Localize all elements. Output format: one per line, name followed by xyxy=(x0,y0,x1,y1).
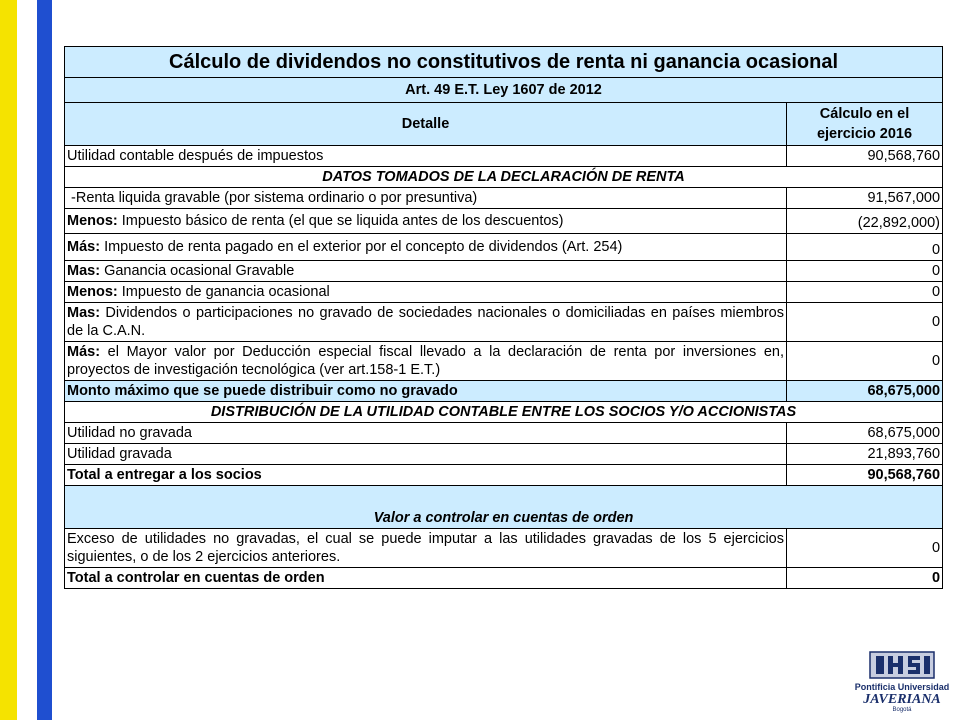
dividend-calculation-table xyxy=(64,46,943,589)
row-prefix: Más: xyxy=(67,239,101,255)
table-row xyxy=(65,423,943,444)
ihs-emblem-icon xyxy=(866,648,938,682)
row-prefix: Menos: xyxy=(67,213,118,229)
row-label: Utilidad contable después de impuestos xyxy=(65,146,787,167)
row-text: Impuesto de ganancia ocasional xyxy=(117,284,330,300)
row-label: Total a entregar a los socios xyxy=(65,465,787,486)
university-logo xyxy=(850,648,954,718)
table-row xyxy=(65,444,943,465)
header-calc: Cálculo en el ejercicio 2016 xyxy=(787,103,943,146)
row-value: 68,675,000 xyxy=(787,381,943,402)
row-text: Impuesto de renta pagado en el exterior por el concepto de dividendos (Art. 254) xyxy=(100,239,623,255)
row-prefix: Menos: xyxy=(67,284,118,300)
row-text: el Mayor valor por Deducción especial fiscal llevado a la declaración de renta por inversiones en, proyectos de investigación tecnológica (ver art.158-1 E.T.) xyxy=(67,344,784,378)
section-heading-declaracion: DATOS TOMADOS DE LA DECLARACIÓN DE RENTA xyxy=(65,167,943,188)
table-row xyxy=(65,234,943,261)
row-value: 91,567,000 xyxy=(787,188,943,209)
row-value: (22,892,000) xyxy=(787,209,943,234)
row-label xyxy=(65,282,787,303)
row-value: 0 xyxy=(787,303,943,342)
table-row xyxy=(65,529,943,568)
row-label xyxy=(65,303,787,342)
row-text: Ganancia ocasional Gravable xyxy=(100,263,295,279)
row-label xyxy=(65,234,787,261)
table-row xyxy=(65,568,943,589)
section-row xyxy=(65,167,943,188)
row-prefix: Más: xyxy=(67,344,101,360)
row-value: 0 xyxy=(787,568,943,589)
row-label xyxy=(65,209,787,234)
row-value: 0 xyxy=(787,234,943,261)
table-row xyxy=(65,188,943,209)
table-row xyxy=(65,381,943,402)
row-label xyxy=(65,261,787,282)
table-row xyxy=(65,209,943,234)
logo-line-2: JAVERIANA xyxy=(863,692,941,707)
row-label: -Renta liquida gravable (por sistema ordinario o por presuntiva) xyxy=(65,188,787,209)
left-yellow-stripe xyxy=(0,0,17,720)
table-subtitle: Art. 49 E.T. Ley 1607 de 2012 xyxy=(65,78,943,103)
header-detail: Detalle xyxy=(65,103,787,146)
table-row xyxy=(65,303,943,342)
row-label: Utilidad gravada xyxy=(65,444,787,465)
row-label: Exceso de utilidades no gravadas, el cual se puede imputar a las utilidades gravadas de los 5 ejercicios siguientes, o de los 2 ejercicios anteriores. xyxy=(65,529,787,568)
logo-line-3: Bogotá xyxy=(892,707,912,713)
table-title: Cálculo de dividendos no constitutivos de renta ni ganancia ocasional xyxy=(65,47,943,78)
row-label: Monto máximo que se puede distribuir como no gravado xyxy=(65,381,787,402)
row-value: 0 xyxy=(787,529,943,568)
row-text: Dividendos o participaciones no gravado de sociedades nacionales o domiciliadas en países miembros de la C.A.N. xyxy=(67,305,784,339)
section-row xyxy=(65,486,943,529)
table-row xyxy=(65,261,943,282)
left-blue-stripe xyxy=(37,0,52,720)
table-row xyxy=(65,342,943,381)
row-label: Total a controlar en cuentas de orden xyxy=(65,568,787,589)
table-row xyxy=(65,146,943,167)
section-heading-cuentas-orden: Valor a controlar en cuentas de orden xyxy=(65,486,943,529)
row-value: 68,675,000 xyxy=(787,423,943,444)
row-prefix: Mas: xyxy=(67,263,101,279)
row-value: 90,568,760 xyxy=(787,146,943,167)
table-row xyxy=(65,465,943,486)
title-row xyxy=(65,47,943,78)
row-value: 0 xyxy=(787,282,943,303)
row-text: Impuesto básico de renta (el que se liquida antes de los descuentos) xyxy=(117,213,564,229)
section-heading-distribucion: DISTRIBUCIÓN DE LA UTILIDAD CONTABLE ENTRE LOS SOCIOS Y/O ACCIONISTAS xyxy=(65,402,943,423)
row-label xyxy=(65,342,787,381)
subtitle-row xyxy=(65,78,943,103)
row-value: 0 xyxy=(787,342,943,381)
row-prefix: Mas: xyxy=(67,305,101,321)
section-row xyxy=(65,402,943,423)
table-row xyxy=(65,282,943,303)
logo-line-1: Pontificia Universidad xyxy=(854,682,950,692)
row-label: Utilidad no gravada xyxy=(65,423,787,444)
row-value: 0 xyxy=(787,261,943,282)
header-row xyxy=(65,103,943,146)
row-value: 90,568,760 xyxy=(787,465,943,486)
row-value: 21,893,760 xyxy=(787,444,943,465)
